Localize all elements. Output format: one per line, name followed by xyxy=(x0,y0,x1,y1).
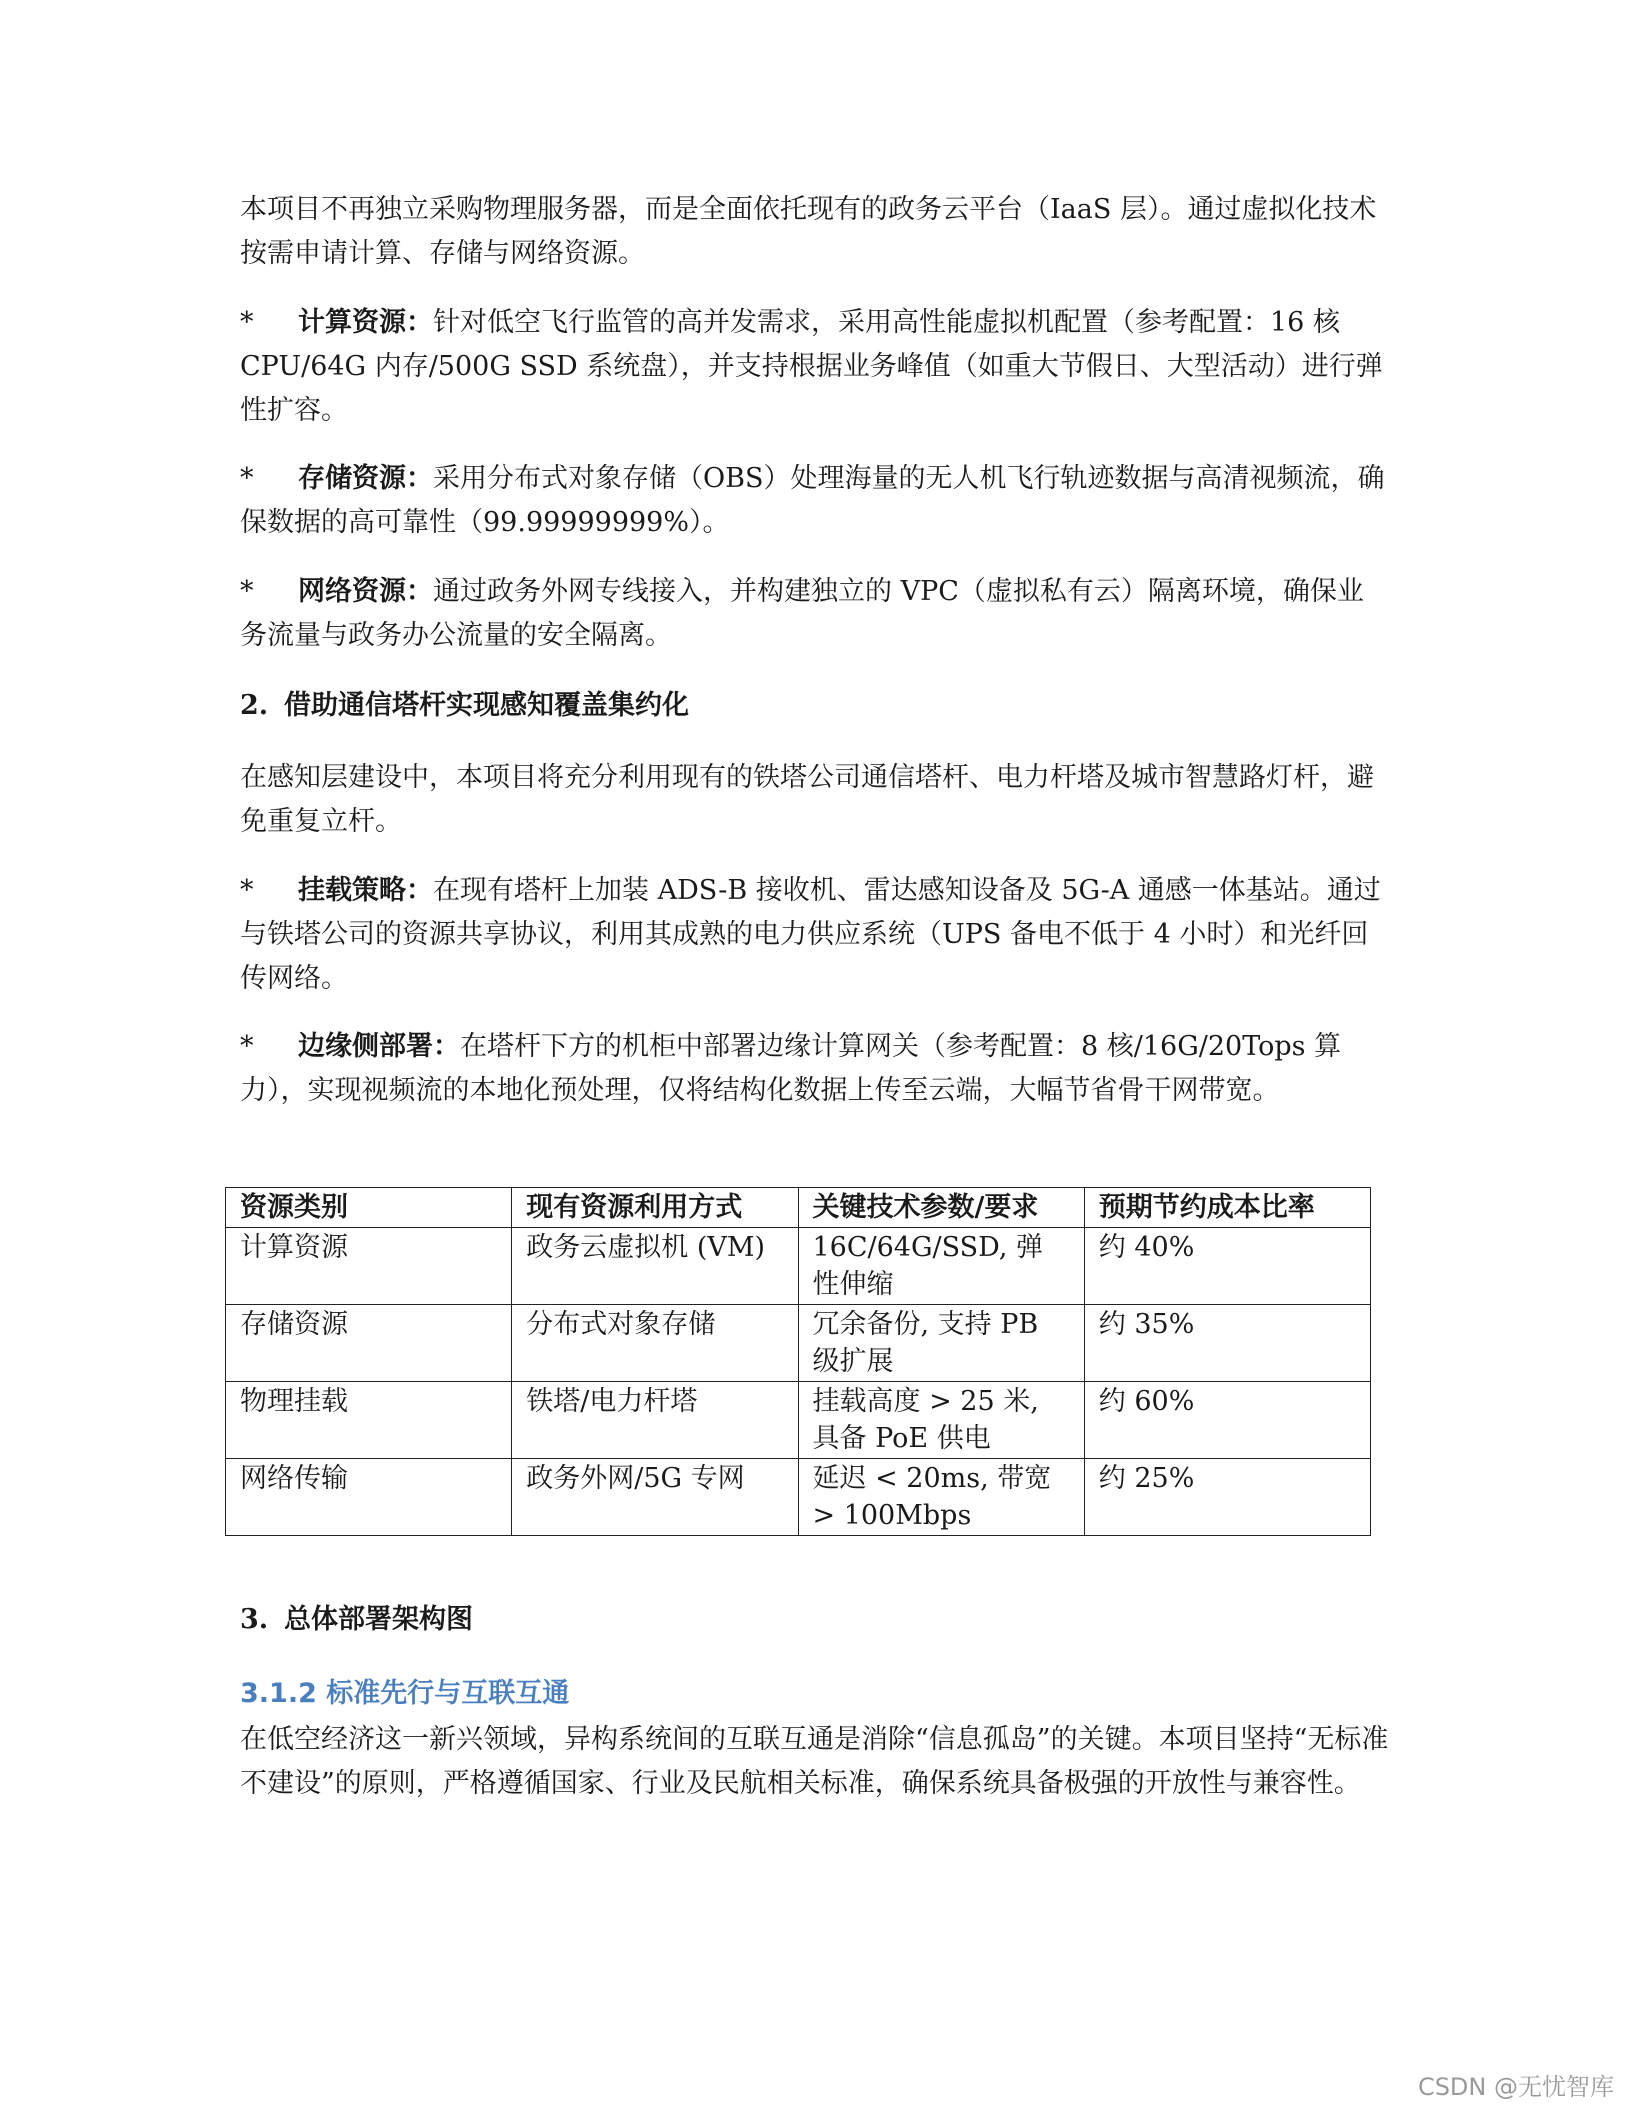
table-row xyxy=(226,1459,1371,1536)
bullet-storage xyxy=(240,457,1390,545)
closing-paragraph: 在低空经济这一新兴领域，异构系统间的互联互通是消除“信息孤岛”的关键。本项目坚持“无标准不建设”的原则，严格遵循国家、行业及民航相关标准，确保系统具备极强的开放性与兼容性。 xyxy=(240,1724,1389,1799)
table-row xyxy=(226,1305,1371,1382)
table-header-cell: 现有资源利用方式 xyxy=(512,1188,798,1228)
bullet-text: 通过政务外网专线接入，并构建独立的 VPC（虚拟私有云）隔离环境，确保业务流量与政务办公流量的安全隔离。 xyxy=(240,576,1364,651)
bullet-edge-deploy xyxy=(240,1025,1390,1113)
bullet-mark: * xyxy=(240,875,254,906)
csdn-watermark: CSDN @无忧智库 xyxy=(1417,2073,1614,2101)
heading-title: 借助通信塔杆实现感知覆盖集约化 xyxy=(284,690,689,721)
bullet-term: 网络资源： xyxy=(298,576,433,607)
bullet-term: 挂载策略： xyxy=(298,875,433,906)
bullet-text: 在塔杆下方的机柜中部署边缘计算网关（参考配置：8 核/16G/20Tops 算力），实现视频流的本地化预处理，仅将结构化数据上传至云端，大幅节省骨干网带宽。 xyxy=(240,1031,1342,1106)
heading-number: 2. xyxy=(240,690,269,721)
table-cell: 政务云虚拟机 (VM) xyxy=(512,1228,798,1305)
bullet-term: 边缘侧部署： xyxy=(298,1031,460,1062)
table-cell: 物理挂载 xyxy=(226,1382,512,1459)
heading-number: 3. xyxy=(240,1604,269,1635)
section-heading-2 xyxy=(240,684,689,728)
bullet-text: 在现有塔杆上加装 ADS-B 接收机、雷达感知设备及 5G-A 通感一体基站。通过与铁塔公司的资源共享协议，利用其成熟的电力供应系统（UPS 备电不低于 4 小时）和光纤回传网络。 xyxy=(240,875,1381,994)
bullet-term: 存储资源： xyxy=(298,463,433,494)
table-header-row xyxy=(226,1188,1371,1228)
bullet-mark: * xyxy=(240,576,254,607)
table-cell: 延迟 < 20ms, 带宽 > 100Mbps xyxy=(798,1459,1084,1536)
bullet-mark: * xyxy=(240,307,254,338)
table-cell: 16C/64G/SSD, 弹性伸缩 xyxy=(798,1228,1084,1305)
table-header-cell: 关键技术参数/要求 xyxy=(798,1188,1084,1228)
table-cell: 铁塔/电力杆塔 xyxy=(512,1382,798,1459)
table-cell: 网络传输 xyxy=(226,1459,512,1536)
table-header-cell: 资源类别 xyxy=(226,1188,512,1228)
heading-title: 总体部署架构图 xyxy=(284,1604,473,1635)
bullet-mark: * xyxy=(240,463,254,494)
section2-intro: 在感知层建设中，本项目将充分利用现有的铁塔公司通信塔杆、电力杆塔及城市智慧路灯杆，避免重复立杆。 xyxy=(240,762,1374,837)
table-cell: 约 25% xyxy=(1084,1459,1370,1536)
table-row xyxy=(226,1382,1371,1459)
table-row xyxy=(226,1228,1371,1305)
bullet-network xyxy=(240,570,1390,658)
intro-paragraph: 本项目不再独立采购物理服务器，而是全面依托现有的政务云平台（IaaS 层）。通过虚拟化技术按需申请计算、存储与网络资源。 xyxy=(240,194,1377,269)
section-heading-3 xyxy=(240,1598,473,1642)
table-cell: 计算资源 xyxy=(226,1228,512,1305)
resource-table xyxy=(225,1187,1371,1536)
bullet-term: 计算资源： xyxy=(298,307,433,338)
bullet-mount-strategy xyxy=(240,869,1390,1001)
table-cell: 约 60% xyxy=(1084,1382,1370,1459)
table-cell: 冗余备份, 支持 PB 级扩展 xyxy=(798,1305,1084,1382)
bullet-text: 针对低空飞行监管的高并发需求，采用高性能虚拟机配置（参考配置：16 核 CPU/64G 内存/500G SSD 系统盘），并支持根据业务峰值（如重大节假日、大型活动）进行弹性扩容。 xyxy=(240,307,1383,426)
table-cell: 政务外网/5G 专网 xyxy=(512,1459,798,1536)
bullet-text: 采用分布式对象存储（OBS）处理海量的无人机飞行轨迹数据与高清视频流，确保数据的高可靠性（99.99999999%）。 xyxy=(240,463,1385,538)
table-cell: 约 40% xyxy=(1084,1228,1370,1305)
table-cell: 约 35% xyxy=(1084,1305,1370,1382)
bullet-compute xyxy=(240,301,1390,433)
table-cell: 挂载高度 > 25 米, 具备 PoE 供电 xyxy=(798,1382,1084,1459)
table-header-cell: 预期节约成本比率 xyxy=(1084,1188,1370,1228)
bullet-mark: * xyxy=(240,1031,254,1062)
table-cell: 存储资源 xyxy=(226,1305,512,1382)
table-cell: 分布式对象存储 xyxy=(512,1305,798,1382)
subsection-heading: 3.1.2 标准先行与互联互通 xyxy=(240,1678,570,1709)
